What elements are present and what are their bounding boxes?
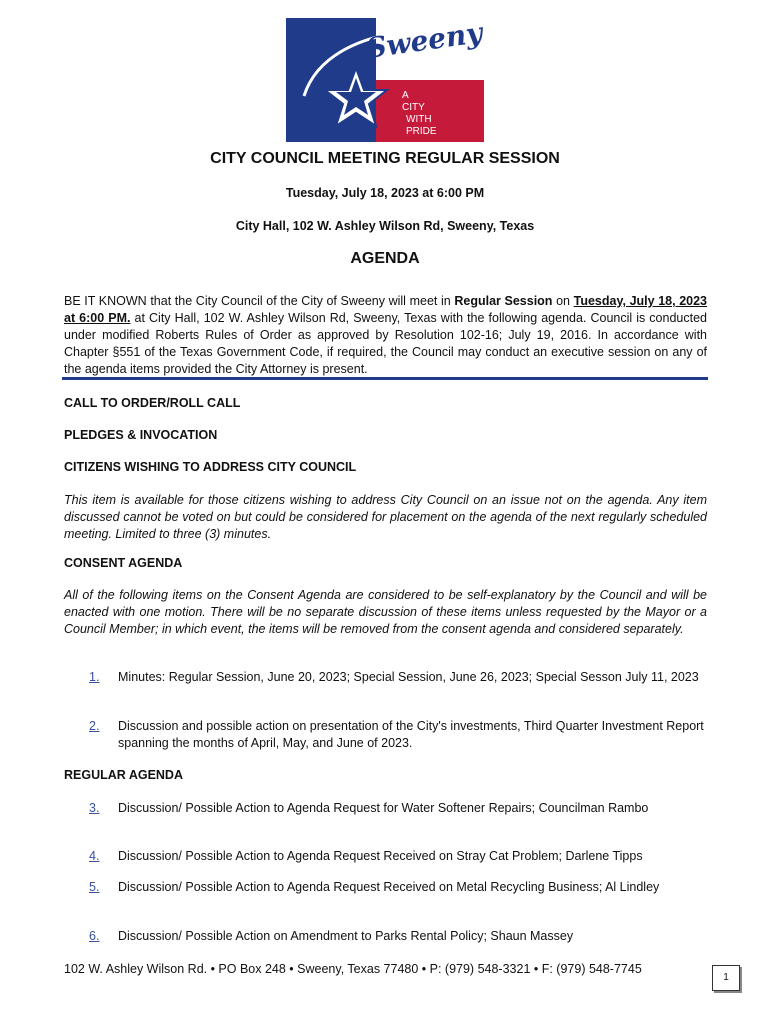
agenda-item-link[interactable]: 1. bbox=[89, 670, 100, 684]
page-number: 1 bbox=[712, 965, 740, 991]
meeting-title: CITY COUNCIL MEETING REGULAR SESSION bbox=[210, 150, 560, 167]
agenda-item-link[interactable]: 5. bbox=[89, 880, 100, 894]
agenda-item-link[interactable]: 6. bbox=[89, 929, 100, 943]
agenda-item-text: Discussion/ Possible Action to Agenda Request Received on Metal Recycling Business; Al Lindley bbox=[118, 880, 660, 894]
agenda-item-text: Discussion and possible action on presentation of the City's investments, Third Quarter Investment Report spanning the months of April, May, and June of 2023. bbox=[118, 719, 704, 750]
agenda-item-text: Discussion/ Possible Action to Agenda Request for Water Softener Repairs; Councilman Rambo bbox=[118, 801, 649, 815]
agenda-item-link[interactable]: 3. bbox=[89, 801, 100, 815]
consent-text: All of the following items on the Consent Agenda are considered to be self-explanatory by the Council and will be enacted with one motion. There will be no separate discussion of these items unless requested by the Mayor or a Council Member; in which event, the items will be removed from the consent agenda and considered separately. bbox=[64, 588, 707, 636]
meeting-location: City Hall, 102 W. Ashley Wilson Rd, Sweeny, Texas bbox=[235, 219, 535, 233]
pledges-heading: PLEDGES & INVOCATION bbox=[64, 428, 218, 442]
logo-wordmark: Sweeny bbox=[364, 16, 485, 65]
intro-paragraph: BE IT KNOWN that the City Council of the City of Sweeny will meet in Regular Session on Tuesday, July 18, 2023 at 6:00 PM. at City Hall, 102 W. Ashley Wilson Rd, Sweeny, Texas with the following agenda. Council is conducted under modified Roberts Rules of Order as approved by Resolution 102-16; July 19, 2016. In accordance with Chapter §551 of the Texas Government Code, if required, the Council may conduct an executive session on any of the agenda items provided the City Attorney is present. bbox=[64, 294, 708, 376]
regular-session-label: Regular Session bbox=[454, 294, 553, 308]
agenda-item-text: Minutes: Regular Session, June 20, 2023; Special Session, June 26, 2023; Special Sesson July 11, 2023 bbox=[118, 670, 699, 684]
agenda-item-text: Discussion/ Possible Action on Amendment to Parks Rental Policy; Shaun Massey bbox=[118, 929, 574, 943]
consent-heading: CONSENT AGENDA bbox=[64, 556, 183, 570]
agenda-heading: AGENDA bbox=[350, 250, 420, 267]
meeting-datetime: Tuesday, July 18, 2023 at 6:00 PM. bbox=[64, 294, 708, 325]
logo-tagline: A CITY WITH PRIDE bbox=[402, 90, 437, 137]
meeting-date: Tuesday, July 18, 2023 at 6:00 PM bbox=[285, 186, 485, 200]
citizens-heading: CITIZENS WISHING TO ADDRESS CITY COUNCIL bbox=[64, 460, 357, 474]
divider-rule bbox=[62, 377, 708, 380]
call-to-order-heading: CALL TO ORDER/ROLL CALL bbox=[64, 396, 241, 410]
footer-address: 102 W. Ashley Wilson Rd. • PO Box 248 • Sweeny, Texas 77480 • P: (979) 548-3321 • F: (979) 548-7745 bbox=[64, 962, 642, 976]
regular-agenda-heading: REGULAR AGENDA bbox=[64, 768, 183, 782]
citizens-text: This item is available for those citizens wishing to address City Council on an issue not on the agenda. Any item discussed cannot be voted on but could be considered for placement on the agenda of the next regularly scheduled meeting. Limited to three (3) minutes. bbox=[64, 493, 707, 541]
agenda-item-text: Discussion/ Possible Action to Agenda Request Received on Stray Cat Problem; Darlene Tipps bbox=[118, 849, 643, 863]
agenda-item-link[interactable]: 2. bbox=[89, 719, 100, 733]
agenda-item-link[interactable]: 4. bbox=[89, 849, 100, 863]
city-logo bbox=[286, 18, 484, 142]
